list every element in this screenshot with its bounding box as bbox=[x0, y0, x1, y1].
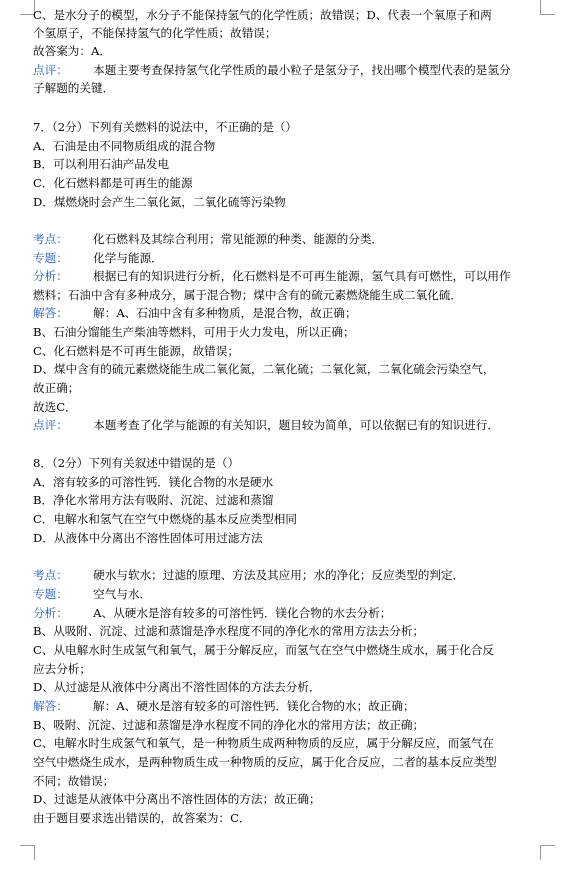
q8-fenxi-line: B、从吸附、沉淀、过滤和蒸馏是净水程度不同的净化水的常用方法去分析； bbox=[33, 624, 425, 638]
q7-option-a: A．石油是由不同物质组成的混合物 bbox=[33, 139, 216, 153]
q7-fenxi-cont: 燃料；石油中含有多种成分，属于混合物；煤中含有的硫元素燃烧能生成二氧化硫． bbox=[33, 288, 462, 302]
q8-stem: 8．（2分）下列有关叙述中错误的是（） bbox=[33, 456, 240, 470]
q6-text-line: 个氢原子，不能保持氢气的化学性质；故错误； bbox=[33, 26, 277, 40]
q8-option-c: C．电解水和氢气在空气中燃烧的基本反应类型相同 bbox=[33, 512, 297, 526]
dianping-label: 点评： bbox=[33, 418, 68, 432]
q6-comment bbox=[33, 61, 561, 79]
q7-zhuanti bbox=[33, 249, 561, 267]
q7-answer: 故选C． bbox=[33, 400, 77, 414]
fenxi-text: 根据已有的知识进行分析，化石燃料是不可再生能源，氢气具有可燃性，可以用作 bbox=[93, 269, 511, 283]
kaodian-label: 考点： bbox=[33, 232, 68, 246]
q8-jieda-line: 不同；故错误； bbox=[33, 774, 115, 788]
q6-answer: 故答案为：A． bbox=[33, 44, 111, 58]
q6-comment-cont: 子解题的关键． bbox=[33, 81, 115, 95]
q7-stem: 7．（2分）下列有关燃料的说法中，不正确的是（） bbox=[33, 120, 298, 134]
zhuanti-text: 空气与水． bbox=[93, 587, 152, 601]
q8-option-b: B．净化水常用方法有吸附、沉淀、过滤和蒸馏 bbox=[33, 493, 274, 507]
kaodian-text: 硬水与软水；过滤的原理、方法及其应用；水的净化；反应类型的判定． bbox=[93, 568, 465, 582]
q8-fenxi-line: D、从过滤是从液体中分离出不溶性固体的方法去分析． bbox=[33, 680, 321, 694]
q8-jieda bbox=[33, 697, 561, 715]
q8-kaodian bbox=[33, 566, 561, 584]
q8-fenxi bbox=[33, 604, 561, 622]
q8-jieda-line: B、吸附、沉淀、过滤和蒸馏是净水程度不同的净化水的常用方法；故正确； bbox=[33, 718, 425, 732]
jieda-label: 解答： bbox=[33, 306, 68, 320]
q7-jieda-line: B、石油分馏能生产柴油等燃料，可用于火力发电，所以正确； bbox=[33, 325, 355, 339]
q7-fenxi bbox=[33, 267, 561, 285]
q8-fenxi-line: 应去分析； bbox=[33, 662, 91, 676]
q8-jieda-line: D、过滤是从液体中分离出不溶性固体的方法；故正确； bbox=[33, 792, 321, 806]
q8-option-d: D．从液体中分离出不溶性固体可用过滤方法 bbox=[33, 531, 263, 545]
q7-jieda-line: D、煤中含有的硫元素燃烧能生成二氧化氮，二氧化硫；二氧化氮，二氧化硫会污染空气， bbox=[33, 362, 495, 376]
zhuanti-label: 专题： bbox=[33, 251, 68, 265]
jieda-label: 解答： bbox=[33, 699, 68, 713]
q7-jieda-line: 故正确； bbox=[33, 381, 80, 395]
fenxi-label: 分析： bbox=[33, 269, 68, 283]
q8-jieda-line: 空气中燃烧生成水，是两种物质生成一种物质的反应，属于化合反应，二者的基本反应类型 bbox=[33, 755, 497, 769]
q8-jieda-line: C、电解水时生成氢气和氧气，是一种物质生成两种物质的反应，属于分解反应，而氢气在 bbox=[33, 736, 495, 750]
comment-text: 本题主要考查保持氢气化学性质的最小粒子是氢分子，找出哪个模型代表的是氢分 bbox=[93, 63, 511, 77]
q7-option-b: B．可以利用石油产品发电 bbox=[33, 157, 170, 171]
jieda-text: 解：A、硬水是溶有较多的可溶性钙．镁化合物的水；故正确； bbox=[93, 699, 415, 713]
q8-answer: 由于题目要求选出错误的，故答案为：C． bbox=[33, 811, 251, 825]
fenxi-label: 分析： bbox=[33, 606, 68, 620]
comment-label: 点评： bbox=[33, 63, 68, 77]
q7-jieda-line: C、化石燃料是不可再生能源，故错误； bbox=[33, 344, 239, 358]
q7-jieda bbox=[33, 304, 561, 322]
q7-kaodian bbox=[33, 230, 561, 248]
q7-dianping bbox=[33, 416, 561, 434]
zhuanti-text: 化学与能源． bbox=[93, 251, 163, 265]
kaodian-label: 考点： bbox=[33, 568, 68, 582]
dianping-text: 本题考查了化学与能源的有关知识，题目较为简单，可以依据已有的知识进行． bbox=[93, 418, 499, 432]
zhuanti-label: 专题： bbox=[33, 587, 68, 601]
jieda-text: 解：A、石油中含有多种物质，是混合物，故正确； bbox=[93, 306, 357, 320]
q7-option-c: C．化石燃料都是可再生的能源 bbox=[33, 176, 193, 190]
crop-mark-bottom-right bbox=[540, 845, 555, 860]
q6-text-line: C、是水分子的模型，水分子不能保持氢气的化学性质；故错误；D、代表一个氧原子和两 bbox=[33, 8, 492, 22]
q7-option-d: D．煤燃烧时会产生二氧化氮，二氧化硫等污染物 bbox=[33, 195, 286, 209]
fenxi-text: A、从硬水是溶有较多的可溶性钙．镁化合物的水去分析； bbox=[93, 606, 392, 620]
q8-zhuanti bbox=[33, 585, 561, 603]
q8-option-a: A．溶有较多的可溶性钙．镁化合物的水是硬水 bbox=[33, 475, 274, 489]
q8-fenxi-line: C、从电解水时生成氢气和氧气，属于分解反应，而氢气在空气中燃烧生成水，属于化合反 bbox=[33, 643, 495, 657]
kaodian-text: 化石燃料及其综合利用；常见能源的种类、能源的分类． bbox=[93, 232, 384, 246]
crop-mark-bottom-left bbox=[20, 845, 35, 860]
